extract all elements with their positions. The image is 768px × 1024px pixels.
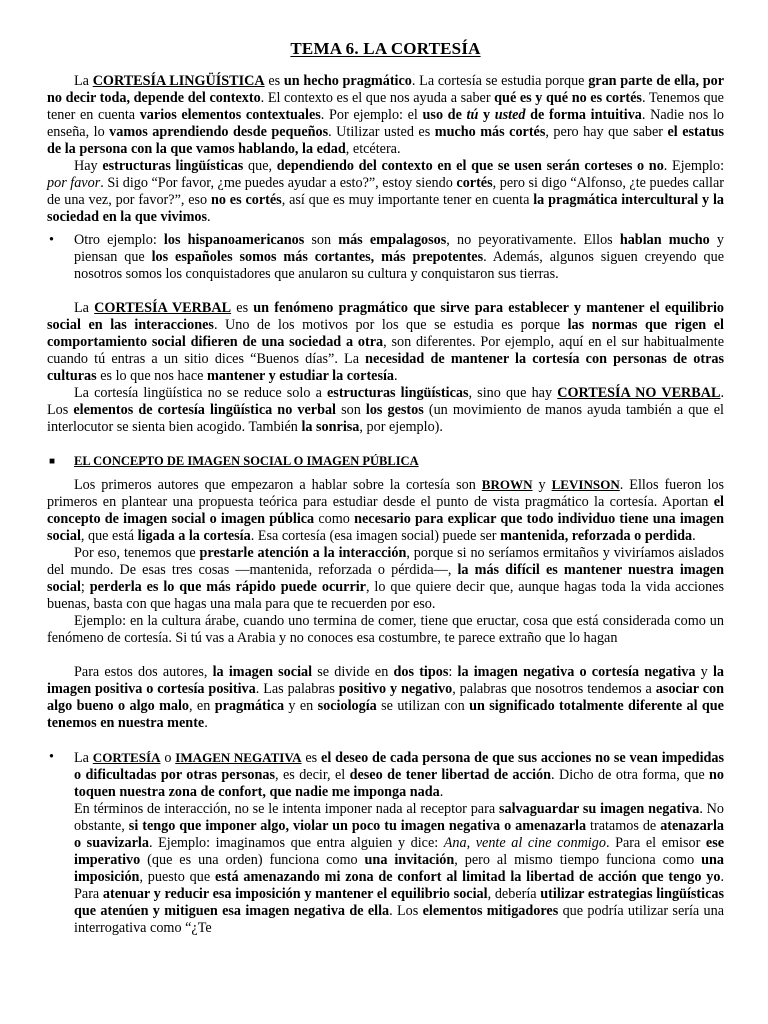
bullet-text (74, 232, 724, 283)
text-run: elementos mitigadores (422, 903, 559, 919)
bullet-item (47, 232, 724, 283)
text-run: y (532, 477, 552, 493)
bullet-marker: • (49, 232, 54, 248)
text-run: los hispanoamericanos (163, 232, 305, 248)
text-run: La cortesía lingüística no se reduce solo a (74, 385, 327, 401)
text-run: CORTESÍA NO VERBAL (557, 385, 721, 401)
text-run: , en (189, 698, 215, 714)
text-run: atenazarla o suavizarla (74, 818, 725, 851)
text-run: usted (494, 107, 526, 123)
text-run: ligada a la cortesía (137, 528, 251, 544)
text-run: , pero si digo “Alfonso, ¿te puedes callar de una vez, por favor?”, eso (47, 175, 724, 208)
text-run: son (304, 232, 339, 248)
text-run: uso de (422, 107, 467, 123)
text-run: La (74, 300, 95, 316)
text-run: los gestos (365, 402, 424, 418)
text-run: BROWN (481, 477, 533, 492)
text-run: cortés (456, 175, 493, 191)
text-run: , así que es muy importante tener en cuenta (281, 192, 534, 208)
text-run: un fenómeno pragmático que sirve para establecer y mantener el equilibrio social en las interacciones (47, 300, 725, 333)
square-bullet-marker: ■ (49, 456, 56, 467)
text-run: un hecho pragmático (283, 73, 412, 89)
text-run: , sino que hay (468, 385, 558, 401)
text-run: , debería (487, 886, 541, 902)
text-run: dependiendo del contexto en el que se usen serán corteses o no (276, 158, 664, 174)
text-run: el estatus de la persona con la que vamos hablando, la edad (47, 124, 724, 157)
text-run: Los primeros autores que empezaron a hablar sobre la cortesía son (74, 477, 482, 493)
text-run: la imagen positiva o cortesía positiva (47, 664, 725, 697)
text-run: . Uno de los motivos por los que se estudia es porque (213, 317, 568, 333)
text-run: las normas que rigen el comportamiento social difieren de una sociedad a otra (47, 317, 725, 350)
text-run: . La cortesía se estudia porque (411, 73, 589, 89)
paragraph (47, 300, 724, 385)
text-run: es lo que nos hace (96, 368, 207, 384)
text-run: ; (80, 579, 90, 595)
text-run: de (525, 107, 549, 123)
text-run: La (74, 73, 93, 89)
text-run: no toquen nuestra zona de confort, que nadie me imponga nada (74, 767, 725, 800)
text-run: salvaguardar su imagen negativa (498, 801, 700, 817)
text-run: el deseo de cada persona de que sus acciones no se vean impedidas o dificultadas por otras personas (74, 750, 725, 783)
text-run: vamos aprendiendo desde pequeños (109, 124, 329, 140)
text-run: . Esa cortesía (esa imagen social) puede ser (250, 528, 501, 544)
text-run: mucho más cortés (434, 124, 546, 140)
text-run: , puesto que (139, 869, 215, 885)
text-run: , por ejemplo). (359, 419, 443, 435)
text-run: positivo y negativo (338, 681, 453, 697)
text-run: , porque si no seríamos ermitaños y viviríamos aislados del mundo. De esas tres cosas —mantenida, reforzada o pérdida—, (47, 545, 724, 578)
text-run: (que es una orden) funciona como (140, 852, 365, 868)
text-run: CORTESÍA LINGÜÍSTICA (92, 73, 265, 89)
text-run: estructuras lingüísticas (102, 158, 244, 174)
text-run: no es cortés (210, 192, 282, 208)
bullet-text (74, 801, 724, 937)
text-run: mantener y estudiar la cortesía (206, 368, 395, 384)
text-run: . (394, 368, 398, 384)
text-run: ese imperativo (74, 835, 725, 868)
text-run: son (336, 402, 366, 418)
text-run: si tengo que imponer algo, violar un poco tu imagen negativa o amenazarla (128, 818, 587, 834)
text-run: . Ejemplo: imaginamos que entra alguien y dice: (148, 835, 444, 851)
text-run: . Además, algunos siguen creyendo que nosotros somos los conquistadores que anularon su cultura y conquistaron sus tierras. (74, 249, 725, 282)
text-run: , pero hay que saber (545, 124, 668, 140)
bullet-marker: • (49, 749, 54, 765)
paragraph (47, 73, 724, 158)
text-run: atenuar y reducir esa imposición y mantener el equilibrio social (102, 886, 488, 902)
text-run: . Dicho de otra forma, que (551, 767, 710, 783)
text-run: es (231, 300, 254, 316)
text-run: . (439, 784, 444, 800)
text-run: Hay (74, 158, 103, 174)
text-run: más empalagosos (338, 232, 447, 248)
page-title: TEMA 6. LA CORTESÍA (290, 39, 481, 58)
text-run: y en (284, 698, 318, 714)
text-run: o (160, 750, 176, 766)
paragraph (47, 476, 724, 545)
text-run: gran parte de ella, por no decir toda, depende del contexto (47, 73, 724, 106)
text-run: (un movimiento de manos ayuda también a que el interlocutor se sienta bien acogido. También (47, 402, 725, 435)
text-run: prestarle atención a la interacción (199, 545, 407, 561)
text-run: , que está (80, 528, 138, 544)
text-run: está amenazando mi zona de confort al limitad la libertad de acción que tengo yo (214, 869, 721, 885)
text-run: forma intuitiva (548, 107, 642, 123)
text-run: necesidad de mantener la cortesía con personas de otras culturas (47, 351, 724, 384)
text-run: estructuras lingüísticas (327, 385, 469, 401)
text-run: . Por ejemplo: el (320, 107, 423, 123)
text-run: , son diferentes. Por ejemplo, aquí en el sur habitualmente cuando tú entras a un sitio dices “Buenos días”. La (47, 334, 724, 367)
text-run: , pero al mismo tiempo funciona como (454, 852, 702, 868)
text-run: un significado totalmente diferente al que tenemos en nuestra mente (47, 698, 724, 731)
text-run: necesario para explicar que todo individuo tiene una imagen social (47, 511, 724, 544)
text-run: los españoles somos más cortantes, más prepotentes (151, 249, 484, 265)
text-run: , no peyorativamente. Ellos (446, 232, 620, 248)
text-run: elementos de cortesía lingüística no verbal (73, 402, 336, 418)
text-run: por favor (47, 175, 101, 191)
text-run: . Tenemos que tener en cuenta (47, 90, 724, 123)
text-run: . El contexto es el que nos ayuda a saber (260, 90, 495, 106)
paragraph (47, 158, 724, 226)
text-run: . Ejemplo: (663, 158, 725, 174)
text-run: . (204, 715, 208, 731)
paragraph (47, 664, 724, 732)
text-run: , palabras que nosotros tendemos a (452, 681, 656, 697)
text-run: mantenida, reforzada o perdida (500, 528, 693, 544)
text-run: . Ellos fueron los primeros en plantear una propuesta teórica para estudiar desde el punto de vista pragmático la cortesía. Aportan (47, 477, 725, 510)
text-run: . Para (74, 869, 724, 902)
text-run: tú (466, 107, 479, 123)
paragraph (47, 613, 724, 647)
text-run: : (448, 664, 458, 680)
text-run: CORTESÍA VERBAL (94, 300, 232, 316)
text-run: varios elementos contextuales (139, 107, 321, 123)
text-run: . Los (47, 385, 724, 418)
paragraph (47, 385, 724, 436)
text-run: es (301, 750, 322, 766)
text-run: tratamos de (586, 818, 661, 834)
text-run: deseo de tener libertad de acción (349, 767, 552, 783)
text-run: utilizar estrategias lingüísticas que atenúen y mitiguen esa imagen negativa de ella (74, 886, 724, 919)
text-run: es (264, 73, 284, 89)
text-run: pragmática (214, 698, 285, 714)
text-run: y (478, 107, 495, 123)
bullet-text (74, 749, 724, 801)
text-run: la sonrisa (301, 419, 360, 435)
text-run: Ejemplo: en la cultura árabe, cuando uno termina de comer, tiene que eructar, cosa que está considerada como un fenómeno de cortesía. Si tú vas a Arabia y no conoces esa costumbre, te parece extraño que lo hagan (47, 613, 724, 646)
text-run: . Las palabras (255, 681, 339, 697)
section-heading-text: EL CONCEPTO DE IMAGEN SOCIAL O IMAGEN PÚBLICA (74, 454, 419, 468)
text-run: . Utilizar usted es (328, 124, 435, 140)
paragraph (47, 545, 724, 613)
text-run: se divide en (312, 664, 394, 680)
text-run: Para estos dos autores, (74, 664, 213, 680)
text-run: . Los (389, 903, 423, 919)
text-run: que podría utilizar sería una interrogativa como “¿Te (74, 903, 725, 936)
text-run: perderla es lo que más rápido puede ocurrir (89, 579, 366, 595)
text-run: Otro ejemplo: (74, 232, 164, 248)
text-run: . Nadie nos lo enseña, lo (47, 107, 725, 140)
text-run: . Para el emisor (605, 835, 706, 851)
text-run: . No obstante, (74, 801, 725, 834)
text-run: una imposición (74, 852, 724, 885)
text-run: el concepto de imagen social o imagen pública (47, 494, 724, 527)
text-run: , es decir, el (275, 767, 350, 783)
text-run: que, (243, 158, 277, 174)
text-run: dos tipos (393, 664, 449, 680)
text-run: la pragmática intercultural y la sociedad en la que vivimos (47, 192, 724, 225)
text-run: qué es y qué no es cortés (494, 90, 642, 106)
text-run: la imagen negativa o cortesía negativa (457, 664, 696, 680)
text-run: , etcétera. (345, 141, 401, 157)
text-run: , lo que quiere decir que, aunque hagas toda la vida acciones buenas, basta con que hagas una mala para que te recuerden por eso. (47, 579, 724, 612)
text-run: una invitación (364, 852, 455, 868)
text-run: la imagen social (212, 664, 313, 680)
bullet-item (47, 749, 724, 937)
text-run: la más difícil es mantener nuestra imagen social (47, 562, 724, 595)
text-run: CORTESÍA (92, 750, 161, 765)
text-run: y piensan que (74, 232, 724, 265)
text-run: hablan mucho (619, 232, 710, 248)
text-run: asociar con algo bueno o algo malo (47, 681, 724, 714)
text-run: Por eso, tenemos que (74, 545, 200, 561)
section-heading (47, 453, 724, 470)
text-run: se utilizan con (376, 698, 470, 714)
text-run: En términos de interacción, no se le intenta imponer nada al receptor para (74, 801, 499, 817)
text-run: y (695, 664, 713, 680)
text-run: . (692, 528, 696, 544)
text-run: LEVINSON (551, 477, 620, 492)
text-run: como (314, 511, 355, 527)
text-run: La (74, 750, 93, 766)
text-run: Ana, vente al cine conmigo (443, 835, 606, 851)
text-run: . (207, 209, 211, 225)
text-run: IMAGEN NEGATIVA (175, 750, 302, 765)
text-run: sociología (317, 698, 377, 714)
text-run: . Si digo “Por favor, ¿me puedes ayudar a esto?”, estoy siendo (100, 175, 457, 191)
